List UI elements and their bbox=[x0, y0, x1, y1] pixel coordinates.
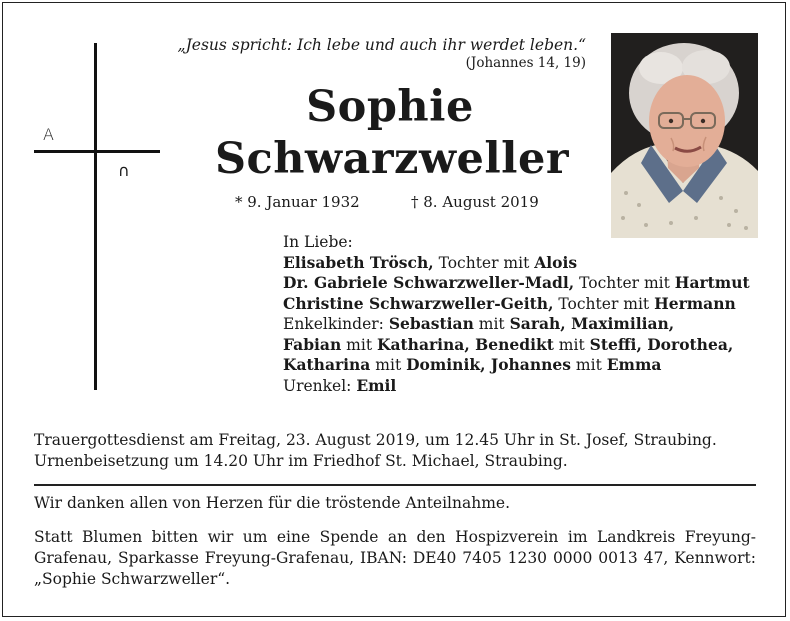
mourner-name: Emil bbox=[356, 375, 397, 395]
donation-line-2: Grafenau, Sparkasse Freyung-Grafenau, IBAN: DE40 7405 1230 0000 0013 47, Kennwort: bbox=[34, 549, 756, 567]
relation-text: Tochter mit bbox=[553, 294, 655, 313]
mourner-line-3 bbox=[283, 294, 763, 315]
mourner-line-4 bbox=[283, 314, 763, 335]
relation-text: Enkelkinder: bbox=[283, 315, 389, 333]
donation-line-1: Statt Blumen bitten wir um eine Spende an den Hospizverein im Landkreis Freyung- bbox=[34, 528, 756, 546]
mourner-line-7 bbox=[283, 376, 763, 397]
mourner-line-1 bbox=[283, 253, 763, 274]
mourner-name: Dr. Gabriele Schwarzweller-Madl, bbox=[283, 273, 575, 292]
relation-text: mit bbox=[370, 356, 407, 374]
mourner-name: Sarah, Maximilian, bbox=[509, 314, 675, 333]
service-line-1: Trauergottesdienst am Freitag, 23. August 2019, um 12.45 Uhr in St. Josef, Straubing. bbox=[34, 431, 717, 449]
service-line-2: Urnenbeisetzung um 14.20 Uhr im Friedhof St. Michael, Straubing. bbox=[34, 452, 568, 470]
divider bbox=[34, 484, 756, 486]
omega-symbol: ∩ bbox=[118, 161, 130, 180]
mourner-name: Fabian bbox=[283, 334, 342, 354]
bible-quote: „Jesus spricht: Ich lebe und auch ihr werdet leben.“ bbox=[177, 36, 586, 54]
death-date: † 8. August 2019 bbox=[411, 193, 539, 211]
mourner-line-5 bbox=[283, 335, 763, 356]
mourner-name: Christine Schwarzweller-Geith, bbox=[283, 293, 554, 313]
alpha-symbol: A bbox=[43, 125, 54, 144]
mourner-name: Emma bbox=[606, 355, 662, 374]
mourners-list bbox=[283, 232, 763, 396]
service-info bbox=[34, 430, 764, 472]
mourner-name: Sebastian bbox=[388, 314, 474, 333]
donation-line-3: „Sophie Schwarzweller“. bbox=[34, 570, 231, 588]
thanks-text: Wir danken allen von Herzen für die tröstende Anteilnahme. bbox=[34, 494, 511, 512]
mourner-name: Dominik, Johannes bbox=[406, 355, 571, 374]
mourner-name: Elisabeth Trösch, bbox=[283, 252, 434, 272]
relation-text: mit bbox=[553, 335, 590, 354]
donation-info bbox=[34, 527, 756, 590]
mourner-name: Alois bbox=[534, 252, 578, 272]
mourner-line-2 bbox=[283, 273, 763, 294]
relation-text: mit bbox=[473, 315, 510, 333]
mourner-name: Steffi, Dorothea, bbox=[589, 334, 734, 354]
relation-text: Tochter mit bbox=[433, 253, 535, 272]
deceased-last-name: Schwarzweller bbox=[215, 134, 570, 184]
relation-text: mit bbox=[570, 356, 607, 374]
mourner-name: Hermann bbox=[654, 293, 736, 313]
deceased-first-name: Sophie bbox=[306, 82, 474, 132]
relation-text: Urenkel: bbox=[283, 376, 357, 395]
cross-crossbar bbox=[34, 150, 160, 153]
relation-text: Tochter mit bbox=[574, 274, 675, 292]
mourner-name: Katharina bbox=[283, 355, 371, 374]
birth-date: * 9. Januar 1932 bbox=[235, 193, 360, 211]
portrait-photo bbox=[611, 33, 758, 238]
mourner-name: Hartmut bbox=[674, 273, 750, 292]
mourner-name: Katharina, Benedikt bbox=[377, 334, 554, 354]
relation-text: mit bbox=[341, 335, 377, 354]
bible-reference: (Johannes 14, 19) bbox=[465, 55, 586, 71]
mourner-line-6 bbox=[283, 355, 763, 376]
portrait-image bbox=[611, 33, 758, 238]
cross-icon bbox=[94, 43, 97, 390]
mourners-intro: In Liebe: bbox=[283, 233, 353, 251]
